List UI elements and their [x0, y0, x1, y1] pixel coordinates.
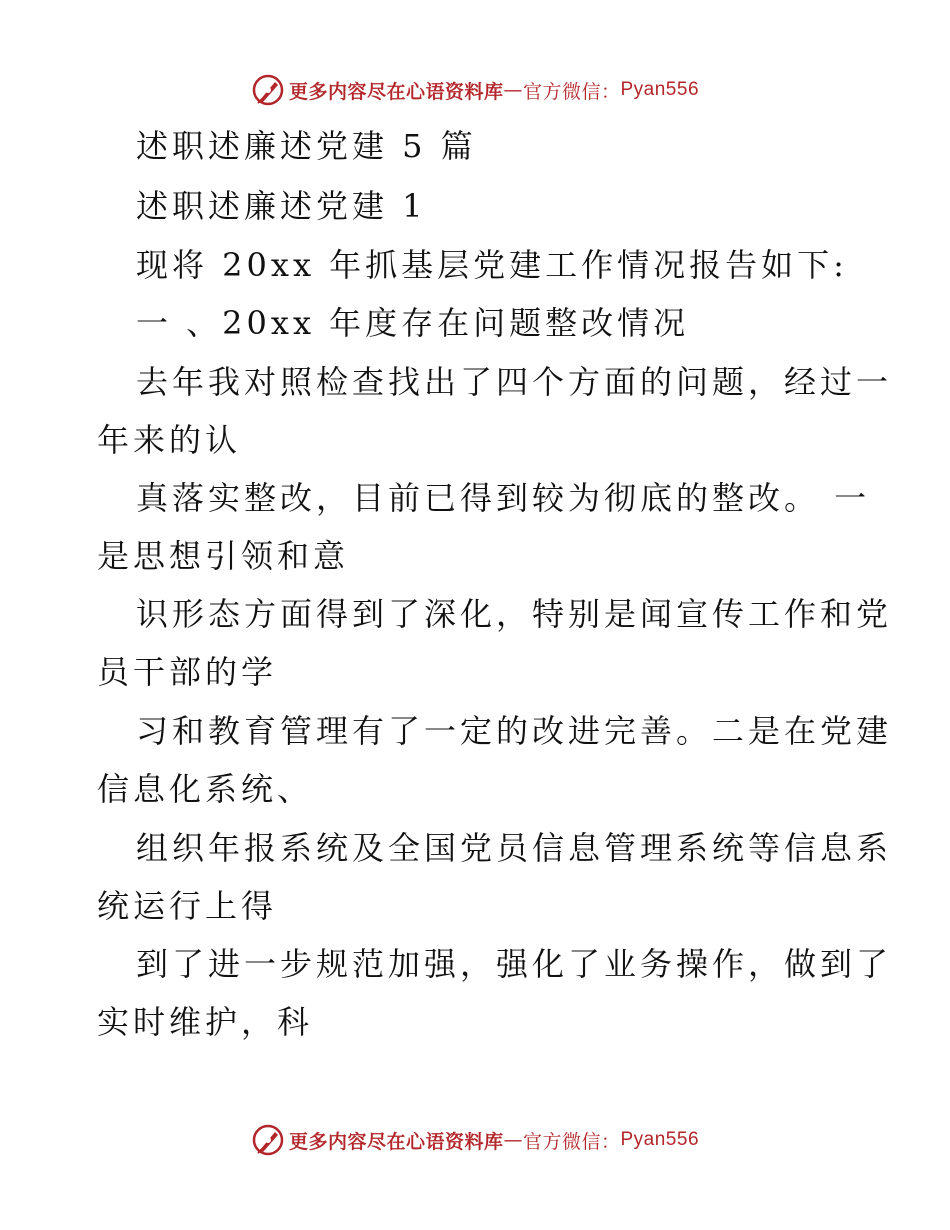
banner-wechat-id: Pyan556 [620, 79, 700, 100]
footer-banner [0, 1120, 950, 1160]
document-title: 述职述廉述党建 5 篇 [136, 127, 477, 165]
paragraph-line: 识形态方面得到了深化，特别是闻宣传工作和党 [136, 595, 893, 633]
banner-wechat-id: Pyan556 [620, 1129, 700, 1150]
banner-main-text: 更多内容尽在心语资料库 [288, 80, 504, 103]
paragraph-line: 习和教育管理有了一定的改进完善。二是在党建 [136, 712, 893, 750]
banner-dash: — [503, 79, 523, 101]
quill-logo-icon [251, 1123, 285, 1157]
paragraph-line: 去年我对照检查找出了四个方面的问题，经过一 [136, 363, 893, 401]
banner-wechat-label: 官方微信： [522, 80, 621, 103]
paragraph-line: 员干部的学 [97, 653, 278, 691]
paragraph-line: 实时维护，科 [97, 1003, 314, 1041]
paragraph-line: 真落实整改，目前已得到较为彻底的整改。 一 [136, 479, 871, 517]
paragraph-line: 组织年报系统及全国党员信息管理系统等信息系 [136, 829, 893, 867]
quill-logo-icon [251, 73, 285, 107]
intro-line: 现将 20xx 年抓基层党建工作情况报告如下: [136, 246, 848, 284]
paragraph-line: 统运行上得 [97, 887, 278, 925]
section-heading: 一 、20xx 年度存在问题整改情况 [136, 304, 690, 342]
paragraph-line: 年来的认 [97, 421, 242, 459]
paragraph-line: 信息化系统、 [97, 770, 314, 808]
paragraph-line: 是思想引领和意 [97, 537, 350, 575]
header-banner [0, 70, 950, 110]
paragraph-line: 到了进一步规范加强，强化了业务操作，做到了 [136, 945, 893, 983]
document-subtitle: 述职述廉述党建 1 [136, 187, 427, 225]
banner-main-text: 更多内容尽在心语资料库 [288, 1130, 504, 1153]
banner-dash: — [503, 1129, 523, 1151]
banner-wechat-label: 官方微信： [522, 1130, 621, 1153]
